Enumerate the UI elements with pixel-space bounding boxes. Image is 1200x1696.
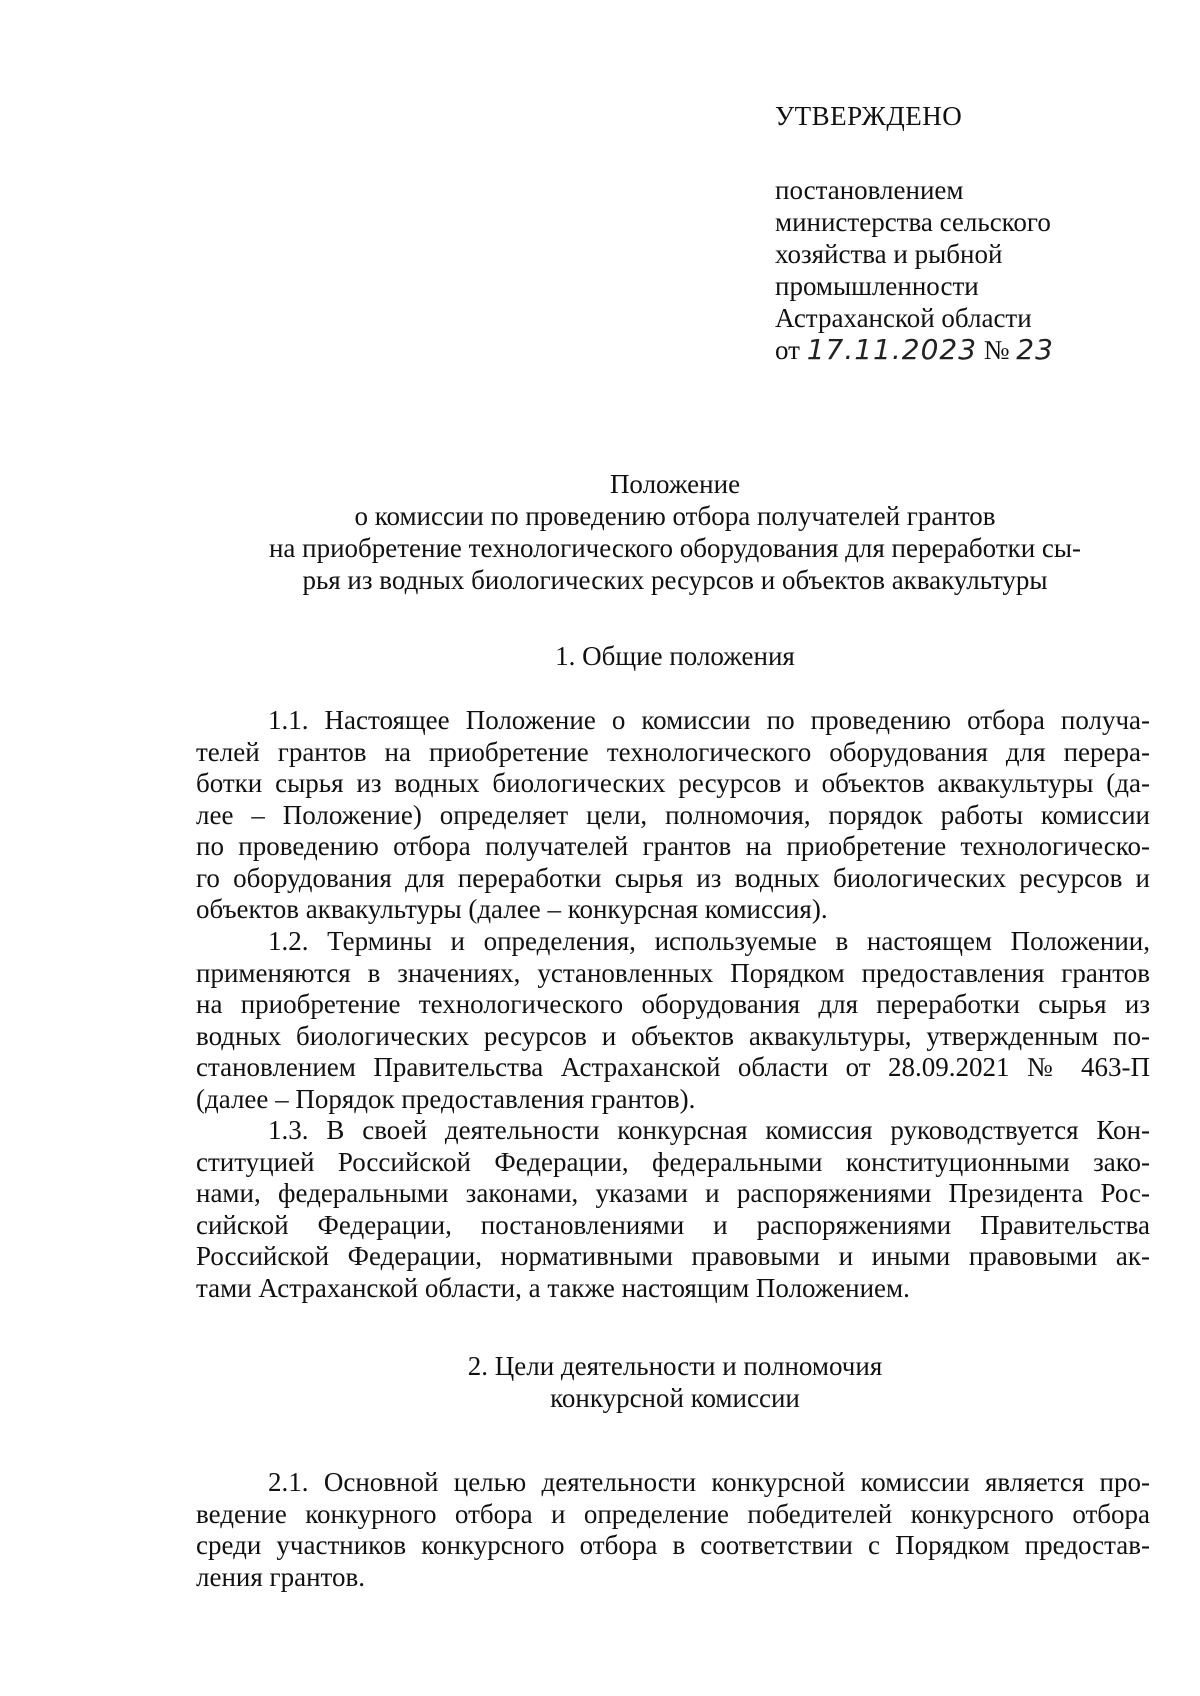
number-sign: № bbox=[983, 335, 1010, 365]
section-2-heading: 2. Цели деятельности и полномочия конкурсной комиссии bbox=[467, 1351, 883, 1413]
paragraph-1-1: 1.1. Настоящее Положение о комиссии по проведению отбора получа- телей грантов на приобретение технологического оборудования для перера- ботки сырья из водных биологических ресурсов и объектов аквакультуры (да- лее – Положение) определяет цели, полномочия, порядок работы комиссии по проведению отбора получателей грантов на приобретение технологическо- го оборудования для переработки сырья из водных биологических ресурсов и объектов аквакультуры (далее – конкурсная комиссия). bbox=[196, 705, 1150, 924]
title-line: рья из водных биологических ресурсов и объектов аквакультуры bbox=[302, 565, 1048, 595]
approval-line: Астраханской области bbox=[775, 303, 1032, 333]
section-1-heading: 1. Общие положения bbox=[555, 641, 795, 671]
approved-label: УТВЕРЖДЕНО bbox=[775, 101, 963, 131]
title-line: на приобретение технологического оборудования для переработки сы- bbox=[268, 533, 1082, 563]
paragraph-1-2: 1.2. Термины и определения, используемые в настоящем Положении, применяются в значениях, установленных Порядком предоставления грантов на приобретение технологического оборудования для переработки сырья из водных биологических ресурсов и объектов аквакультуры, утвержденным по- становлением Правительства Астраханской области от 28.09.2021 № 463-П (далее – Порядок предоставления грантов). bbox=[196, 926, 1150, 1114]
approval-line: промышленности bbox=[775, 271, 979, 301]
document-title bbox=[195, 468, 1155, 596]
approval-block bbox=[775, 100, 1175, 366]
paragraph-1-3: 1.3. В своей деятельности конкурсная комиссия руководствуется Кон- ституцией Российской Федерации, федеральными конституционными зако- нами, федеральными законами, указами и распоряжениями Президента Рос- сийской Федерации, постановлениями и распоряжениями Правительства Российской Федерации, нормативными правовыми и иными правовыми ак- тами Астраханской области, а также настоящим Положением. bbox=[196, 1115, 1150, 1303]
title-line: Положение bbox=[609, 469, 741, 499]
date-prefix: от bbox=[775, 335, 800, 365]
approval-line: министерства сельского bbox=[775, 207, 1051, 237]
title-line: о комиссии по проведению отбора получателей грантов bbox=[354, 501, 996, 531]
approval-line: хозяйства и рыбной bbox=[775, 239, 1003, 269]
approval-line: постановлением bbox=[775, 175, 964, 205]
handwritten-number: 23 bbox=[1016, 333, 1054, 366]
paragraph-2-1: 2.1. Основной целью деятельности конкурсной комиссии является про- ведение конкурного отбора и определение победителей конкурсного отбора среди участников конкурсного отбора в соответствии с Порядком предостав- ления грантов. bbox=[196, 1467, 1150, 1592]
approval-date-line bbox=[775, 334, 1175, 366]
handwritten-date: 17.11.2023 bbox=[806, 333, 978, 366]
